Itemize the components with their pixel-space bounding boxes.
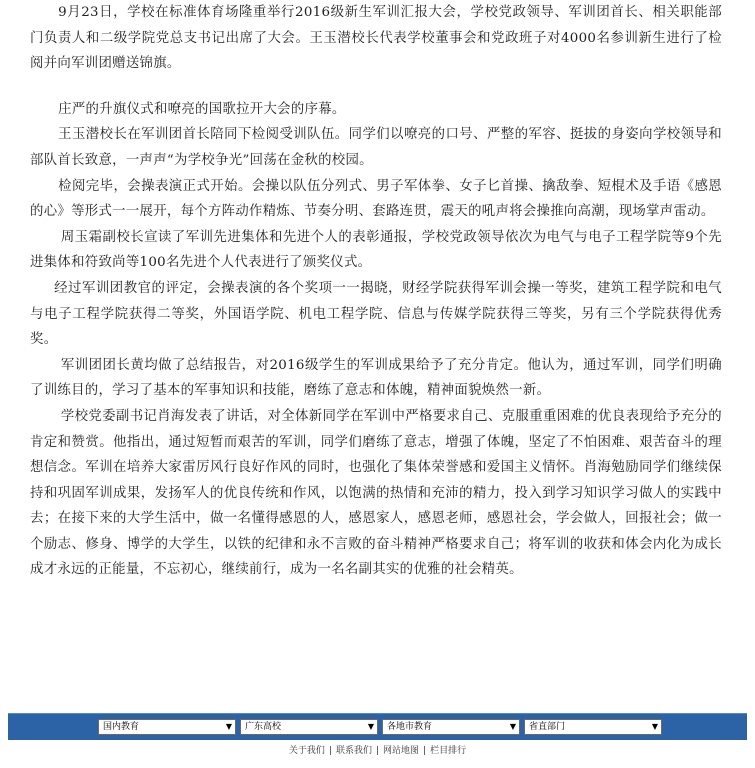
separator: |	[375, 746, 380, 756]
paragraph-2: 庄严的升旗仪式和嘹亮的国歌拉开大会的序幕。	[58, 101, 346, 117]
chevron-down-icon: ▼	[225, 722, 232, 731]
chevron-down-icon: ▼	[651, 722, 658, 731]
select-provincial-departments[interactable]	[524, 719, 662, 735]
footer-links	[8, 741, 747, 761]
paragraph-3: 王玉潜校长在军训团首长陪同下检阅受训队伍。同学们以嘹亮的口号、严整的军容、挺拔的身姿向学校领导和部队首长致意，一声声“为学校争光”回荡在金秋的校园。	[30, 127, 722, 168]
select-value: 广东高校	[245, 722, 282, 732]
paragraph-1: 9月23日，学校在标准体育场隆重举行2016级新生军训汇报大会，学校党政领导、军训团首长、相关职能部门负责人和二级学院党总支书记出席了大会。王玉潜校长代表学校董事会和党政班子对4000名参训新生进行了检阅并向军训团赠送锦旗。	[30, 5, 722, 72]
paragraph-5: 周玉霜副校长宣读了军训先进集体和先进个人的表彰通报，学校党政领导依次为电气与电子工程学院等9个先进集体和符致尚等100名先进个人代表进行了颁奖仪式。	[30, 229, 722, 271]
separator: |	[423, 746, 427, 756]
paragraph-7: 军训团团长黄均做了总结报告，对2016级学生的军训成果给予了充分肯定。他认为，通过军训，同学们明确了训练目的，学习了基本的军事知识和技能，磨练了意志和体魄，精神面貌焕然一新。	[30, 357, 722, 399]
footer-link-about[interactable]: 关于我们	[288, 746, 325, 756]
select-guangdong-universities[interactable]	[240, 719, 378, 735]
separator: |	[328, 746, 332, 756]
select-value: 省直部门	[529, 722, 566, 732]
footer-link-sitemap[interactable]: 网站地图	[383, 746, 420, 756]
paragraph-4: 检阅完毕，会操表演正式开始。会操以队伍分列式、男子军体拳、女子匕首操、擒敌拳、短棍术及手语《感恩的心》等形式一一展开，每个方阵动作精炼、节奏分明、套路连贯，震天的吼声将会操推向高潮，现场掌声雷动。	[30, 178, 722, 220]
select-city-education[interactable]	[382, 719, 520, 735]
footer-link-contact[interactable]: 联系我们	[335, 746, 372, 756]
footer-link-ranking[interactable]: 栏目排行	[430, 746, 467, 756]
site-nav-bar	[8, 713, 747, 740]
chevron-down-icon: ▼	[509, 722, 516, 731]
paragraph-8: 学校党委副书记肖海发表了讲话，对全体新同学在军训中严格要求自己、克服重重困难的优良表现给予充分的肯定和赞赏。他指出，通过短暂而艰苦的军训，同学们磨练了意志，增强了体魄，坚定了不怕困难、艰苦奋斗的理想信念。军训在培养大家雷厉风行良好作风的同时，也强化了集体荣誉感和爱国主义情怀。肖海勉励同学们继续保持和巩固军训成果，发扬军人的优良传统和作风，以饱满的热情和充沛的精力，投入到学习知识学习做人的实践中去；在接下来的大学生活中，做一名懂得感恩的人，感恩家人，感恩老师，感恩社会，学会做人，回报社会；做一个励志、修身、博学的大学生，以铁的纪律和永不言败的奋斗精神严格要求自己；将军训的收获和体会内化为成长成才永远的正能量，不忘初心，继续前行，成为一名名副其实的优雅的社会精英。	[30, 408, 722, 578]
paragraph-6: 经过军训团教官的评定，会操表演的各个奖项一一揭晓，财经学院获得军训会操一等奖，建筑工程学院和电气与电子工程学院获得二等奖，外国语学院、机电工程学院、信息与传媒学院获得三等奖，另有三个学院获得优秀奖。	[30, 280, 722, 348]
select-value: 各地市教育	[387, 722, 433, 732]
chevron-down-icon: ▼	[367, 722, 374, 731]
select-value: 国内教育	[103, 722, 140, 732]
article-body	[30, 0, 722, 583]
select-national-education[interactable]	[98, 719, 236, 735]
